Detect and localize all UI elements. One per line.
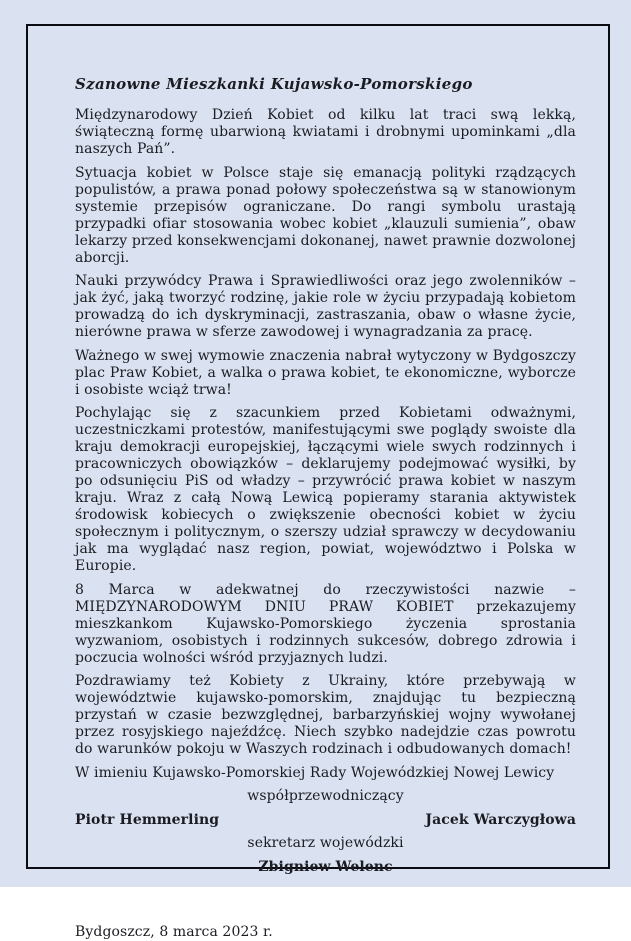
secretary-name: Zbigniew Welenc <box>258 858 393 875</box>
paragraph-wishes: 8 Marca w adekwatnej do rzeczywistości nazwie – MIĘDZYNARODOWYM DNIU PRAW KOBIET przekazujemy mieszkankom Kujawsko-Pomorskiego życzenia sprostania wyzwaniom, osobistych i rodzinnych sukcesów, dobrego zdrowia i poczucia wolności wśród przyjaznych ludzi. <box>75 581 576 666</box>
signature-name-right: Jacek Warczygłowa <box>425 811 576 828</box>
paragraph-womens-rights-square: Ważnego w swej wymowie znaczenia nabrał wytyczony w Bydgoszczy plac Praw Kobiet, a walka o prawa kobiet, te ekonomiczne, wyborcze i osobiste wciąż trwa! <box>75 347 576 398</box>
co-chairs-names-row <box>75 812 576 829</box>
paragraph-respect-declaration: Pochylając się z szacunkiem przed Kobietami odważnymi, uczestniczkami protestów, manifestującymi swe poglądy swoiste dla kraju demokracji europejskiej, łączącymi wiele swych rodzinnych i pracowniczych obowiązków – deklarujemy podejmować wysiłki, by po odsunięciu PiS od władzy – przywrócić prawa kobiet w naszym kraju. Wraz z całą Nową Lewicą popieramy starania aktywistek środowisk kobiecych o zwiększenie obecności kobiet w życiu społecznym i politycznym, o szerszy udział sprawczy w decydowaniu jak ma wyglądać nasz region, powiat, województwo i Polska w Europie. <box>75 405 576 574</box>
paragraph-women-day-intro: Międzynarodowy Dzień Kobiet od kilku lat traci swą lekką, świąteczną formę ubarwioną kwiatami i drobnymi upominkami „dla naszych Pań”. <box>75 107 576 157</box>
secretary-role: sekretarz wojewódzki <box>247 835 404 851</box>
salutation: Szanowne Mieszkanki Kujawsko-Pomorskiego <box>75 75 473 93</box>
dateline: Bydgoszcz, 8 marca 2023 r. <box>75 923 273 940</box>
letter-frame <box>26 24 610 940</box>
paragraph-pis-teachings: Nauki przywódcy Prawa i Sprawiedliwości oraz jego zwolenników – jak żyć, jaką tworzyć rodzinę, jakie role w życiu przypadają kobietom prowadzą do ich dyskryminacji, zastraszania, obaw o własne życie, nierówne prawa w sferze zawodowej i wynagradzania za pracę. <box>75 273 576 340</box>
paragraph-ukraine-greetings: Pozdrawiamy też Kobiety z Ukrainy, które przebywają w województwie kujawsko-pomorskim, znajdując tu bezpieczną przystań w czasie bezwzględnej, barbarzyńskiej wojny wywołanej przez rosyjskiego najeźdźcę. Niech szybko nadejdzie czas powrotu do warunków pokoju w Waszych rodzinach i odbudowanych domach! <box>75 673 576 757</box>
closing-line: W imieniu Kujawsko-Pomorskiej Rady Wojewódzkiej Nowej Lewicy <box>75 764 555 781</box>
letter-content <box>28 26 608 941</box>
signature-name-left: Piotr Hemmerling <box>75 811 220 828</box>
paragraph-situation-of-women: Sytuacja kobiet w Polsce staje się emanacją polityki rządzących populistów, a prawa ponad połowy społeczeństwa są w stanowionym systemie przepisów ograniczane. Do rangi symbolu urastają przypadki ofiar stosowania wobec kobiet „klauzuli sumienia”, obaw lekarzy przed konsekwencjami dokonanej, nawet prawnie dozwolonej aborcji. <box>75 164 576 266</box>
co-chairs-role: współprzewodniczący <box>247 788 404 804</box>
